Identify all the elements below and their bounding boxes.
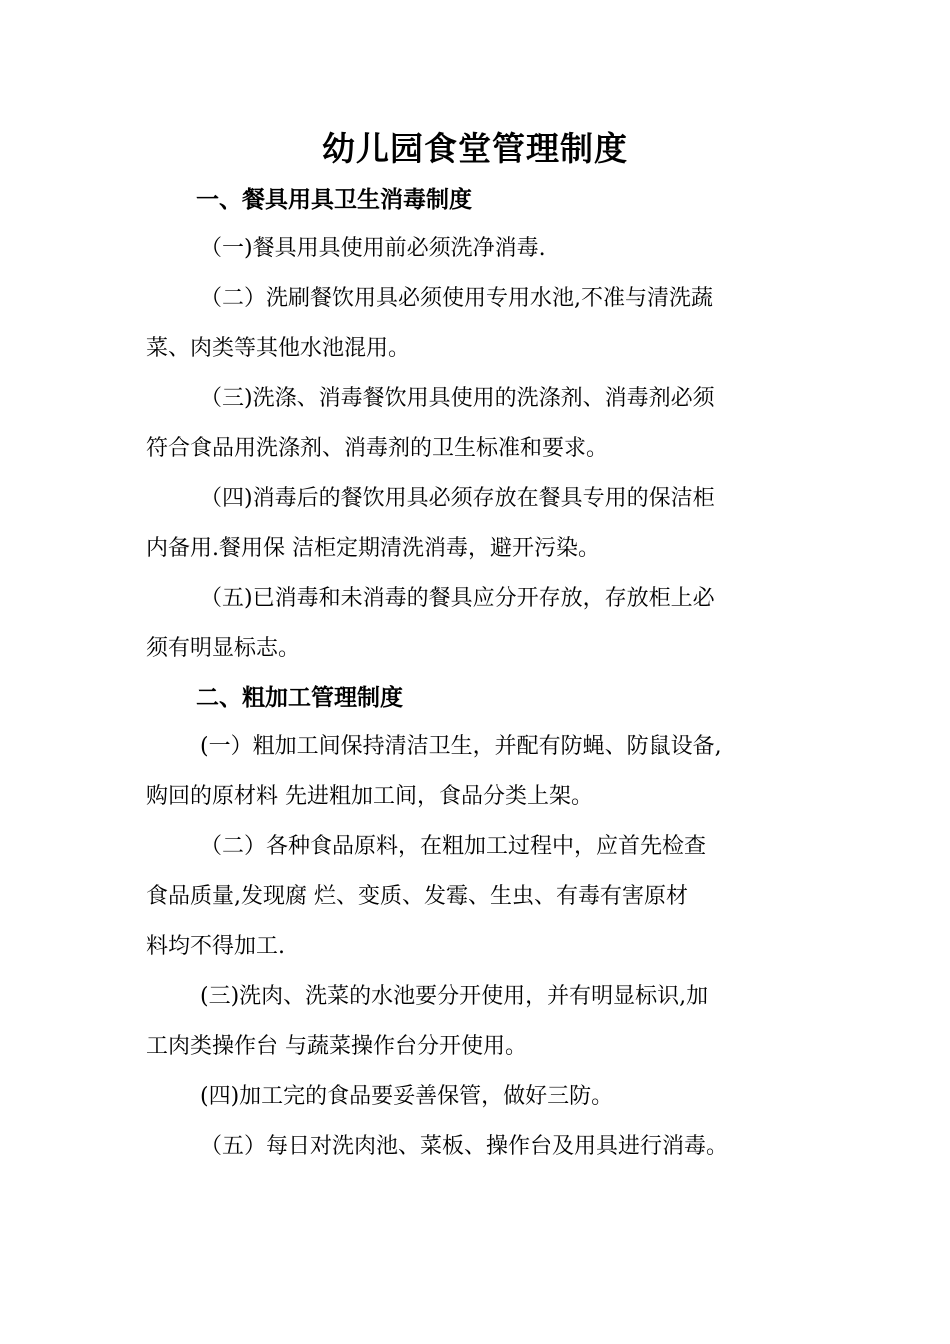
paragraph-line: 食品质量,发现腐 烂、变质、发霉、生虫、有毒有害原材	[146, 884, 688, 909]
paragraph-1-4	[146, 474, 820, 574]
paragraph-line: （二）各种食品原料，在粗加工过程中，应首先检查	[200, 834, 707, 859]
section-heading-2: 二、粗加工管理制度	[196, 685, 403, 711]
paragraph-1-5	[146, 574, 820, 674]
section-heading-1: 一、餐具用具卫生消毒制度	[196, 187, 472, 213]
paragraph-line: 符合食品用洗涤剂、消毒剂的卫生标准和要求。	[146, 436, 609, 461]
paragraph-line: 料均不得加工.	[146, 934, 285, 959]
paragraph-line: （二）洗刷餐饮用具必须使用专用水池,不准与清洗蔬	[200, 286, 713, 311]
document-title: 幼儿园食堂管理制度	[322, 129, 628, 168]
paragraph-line: （四)消毒后的餐饮用具必须存放在餐具专用的保洁柜	[200, 486, 715, 511]
paragraph-2-1	[146, 722, 820, 822]
paragraph-line: （五）每日对洗肉池、菜板、操作台及用具进行消毒。	[200, 1134, 729, 1159]
paragraph-line: 菜、肉类等其他水池混用。	[146, 336, 411, 361]
paragraph-2-5	[146, 1122, 820, 1172]
paragraph-2-3	[146, 972, 820, 1072]
paragraph-line: （五)已消毒和未消毒的餐具应分开存放，存放柜上必	[200, 586, 715, 611]
paragraph-line: (四)加工完的食品要妥善保管，做好三防。	[200, 1084, 614, 1109]
paragraph-line: 工肉类操作台 与蔬菜操作台分开使用。	[146, 1034, 527, 1059]
paragraph-line: (一）粗加工间保持清洁卫生，并配有防蝇、防鼠设备,	[200, 734, 722, 759]
paragraph-line: 内备用.餐用保 洁柜定期清洗消毒，避开污染。	[146, 536, 600, 561]
paragraph-2-4	[146, 1072, 820, 1122]
paragraph-line: （一)餐具用具使用前必须洗净消毒.	[200, 236, 546, 261]
paragraph-line: 须有明显标志。	[146, 636, 301, 661]
paragraph-line: （三)洗涤、消毒餐饮用具使用的洗涤剂、消毒剂必须	[200, 386, 715, 411]
paragraph-2-2	[146, 822, 820, 972]
paragraph-1-3	[146, 374, 820, 474]
paragraph-1-1	[146, 224, 820, 274]
paragraph-line: 购回的原材料 先进粗加工间，食品分类上架。	[146, 784, 593, 809]
paragraph-line: (三)洗肉、洗菜的水池要分开使用，并有明显标识,加	[200, 984, 709, 1009]
paragraph-1-2	[146, 274, 820, 374]
